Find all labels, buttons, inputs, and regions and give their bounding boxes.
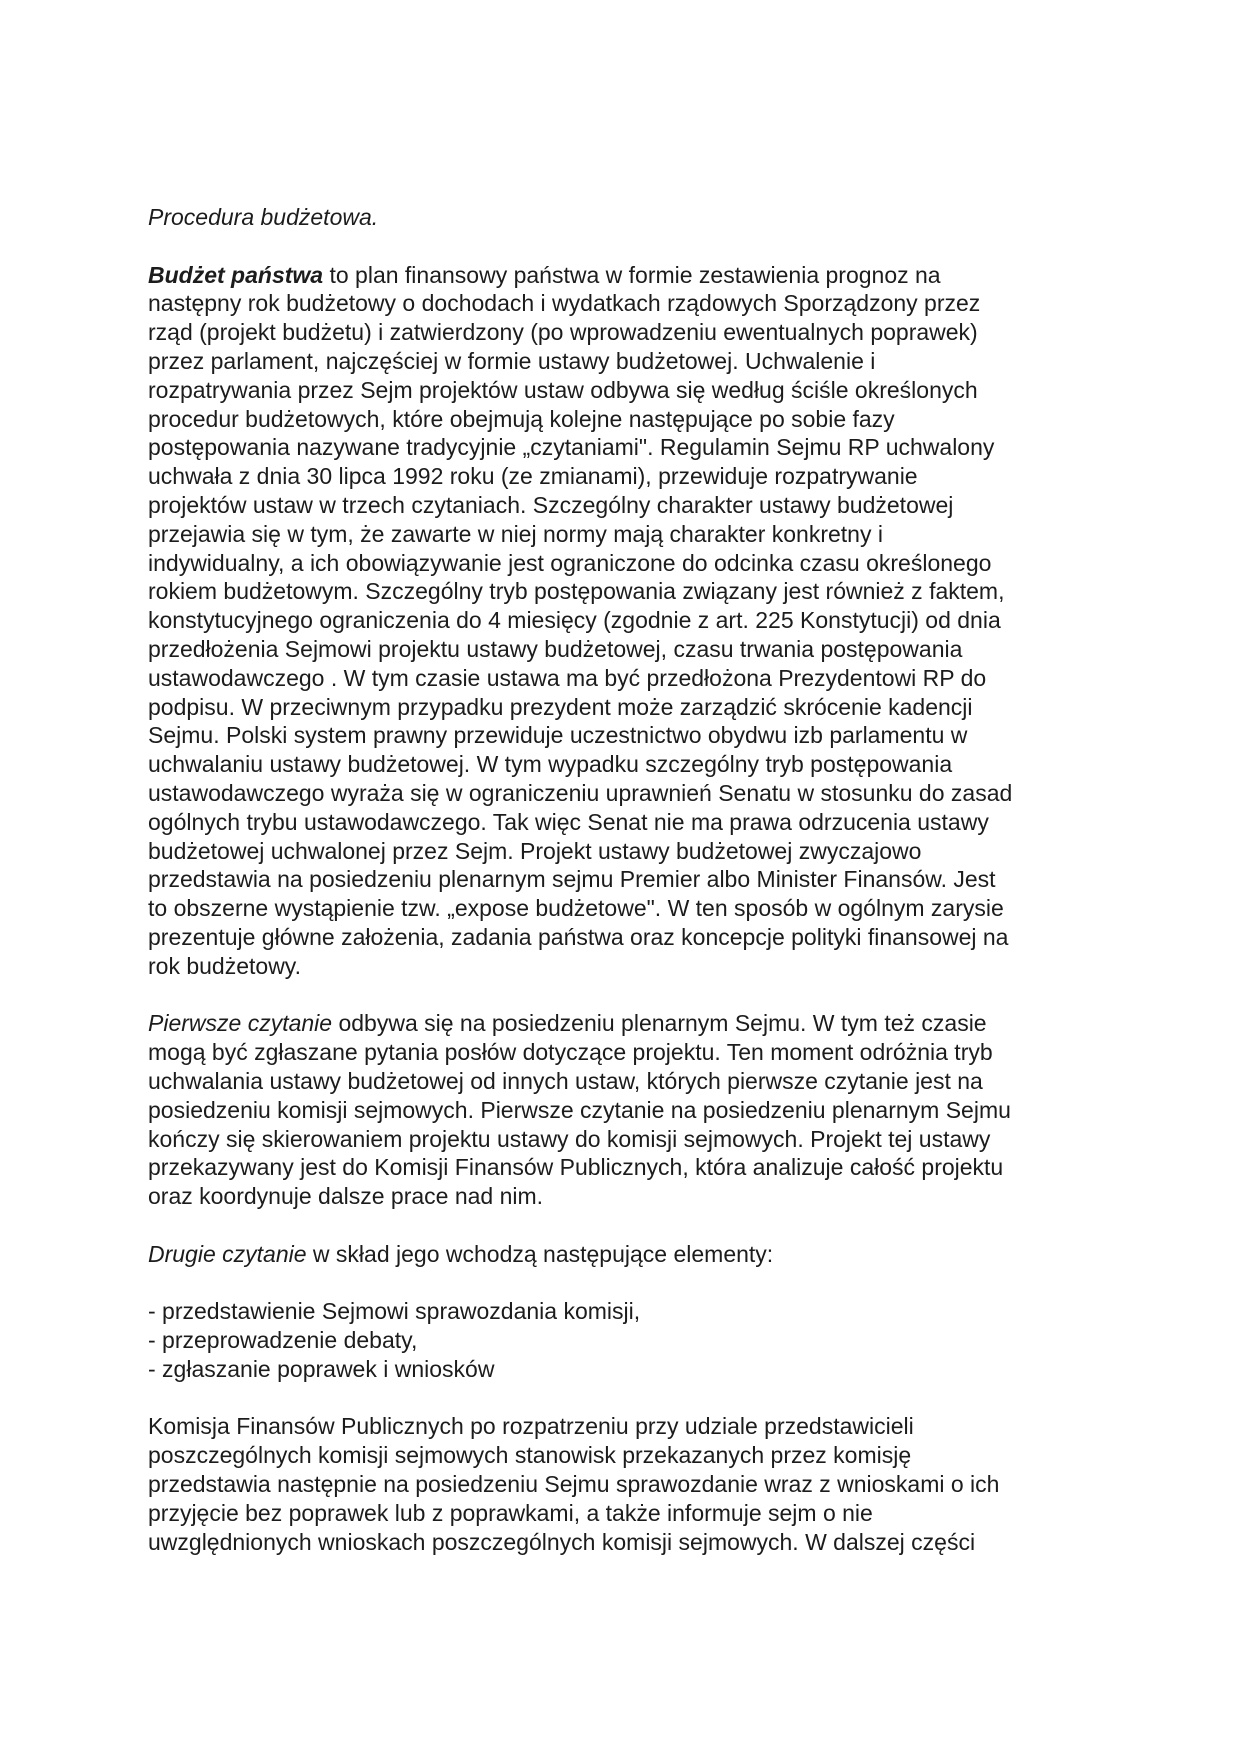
paragraph-line: przedstawia na posiedzeniu plenarnym sejmu Premier albo Minister Finansów. Jest	[148, 866, 996, 893]
paragraph-line: oraz koordynuje dalsze prace nad nim.	[148, 1183, 544, 1210]
document-page	[148, 203, 1098, 1556]
paragraph-line: rokiem budżetowym. Szczególny tryb postępowania związany jest również z faktem,	[148, 578, 1005, 605]
paragraph-line: posiedzeniu komisji sejmowych. Pierwsze czytanie na posiedzeniu plenarnym Sejmu	[148, 1096, 1011, 1123]
paragraph-line: uchwała z dnia 30 lipca 1992 roku (ze zmianami), przewiduje rozpatrywanie	[148, 463, 918, 490]
paragraph-line: przyjęcie bez poprawek lub z poprawkami, a także informuje sejm o nie	[148, 1499, 873, 1526]
paragraph-line: kończy się skierowaniem projektu ustawy do komisji sejmowych. Projekt tej ustawy	[148, 1125, 991, 1152]
term-drugie-czytanie: Drugie czytanie	[148, 1240, 307, 1267]
paragraph-line: Budżet państwa to plan finansowy państwa w formie zestawienia prognoz na	[148, 261, 941, 288]
paragraph-line: przekazywany jest do Komisji Finansów Publicznych, która analizuje całość projektu	[148, 1154, 1004, 1181]
paragraph-line: poszczególnych komisji sejmowych stanowisk przekazanych przez komisję	[148, 1442, 912, 1469]
paragraph-line: Sejmu. Polski system prawny przewiduje uczestnictwo obydwu izb parlamentu w	[148, 722, 968, 749]
paragraph-pierwsze-czytanie	[148, 1009, 1098, 1211]
term-budzet-panstwa: Budżet państwa	[148, 261, 324, 288]
paragraph-line: konstytucyjnego ograniczenia do 4 miesięcy (zgodnie z art. 225 Konstytucji) od dnia	[148, 607, 1001, 634]
list-item: - przeprowadzenie debaty,	[148, 1327, 418, 1354]
paragraph-line: procedur budżetowych, które obejmują kolejne następujące po sobie fazy	[148, 405, 895, 432]
term-pierwsze-czytanie: Pierwsze czytanie	[148, 1010, 333, 1037]
paragraph-line: budżetowej uchwalonej przez Sejm. Projekt ustawy budżetowej zwyczajowo	[148, 837, 922, 864]
paragraph-line: uchwalania ustawy budżetowej od innych ustaw, których pierwsze czytanie jest na	[148, 1067, 983, 1094]
paragraph-line: rok budżetowy.	[148, 952, 301, 979]
paragraph-line: rząd (projekt budżetu) i zatwierdzony (po wprowadzeniu ewentualnych poprawek)	[148, 319, 978, 346]
paragraph-line: przedstawia następnie na posiedzeniu Sejmu sprawozdanie wraz z wnioskami o ich	[148, 1471, 1000, 1498]
paragraph-line: postępowania nazywane tradycyjnie „czytaniami". Regulamin Sejmu RP uchwalony	[148, 434, 995, 461]
paragraph-line: Pierwsze czytanie odbywa się na posiedzeniu plenarnym Sejmu. W tym też czasie	[148, 1010, 987, 1037]
paragraph-line: Drugie czytanie w skład jego wchodzą następujące elementy:	[148, 1240, 774, 1267]
list-item: - zgłaszanie poprawek i wniosków	[148, 1355, 495, 1382]
document-title: Procedura budżetowa.	[148, 204, 379, 230]
paragraph-line: przedłożenia Sejmowi projektu ustawy budżetowej, czasu trwania postępowania	[148, 635, 963, 662]
paragraph-line: indywidualny, a ich obowiązywanie jest ograniczone do odcinka czasu określonego	[148, 549, 992, 576]
elements-list	[148, 1297, 1098, 1383]
paragraph-line: ustawodawczego . W tym czasie ustawa ma być przedłożona Prezydentowi RP do	[148, 664, 987, 691]
paragraph-line: przez parlament, najczęściej w formie ustawy budżetowej. Uchwalenie i	[148, 347, 876, 374]
paragraph-line: projektów ustaw w trzech czytaniach. Szczególny charakter ustawy budżetowej	[148, 491, 954, 518]
paragraph-line: mogą być zgłaszane pytania posłów dotyczące projektu. Ten moment odróżnia tryb	[148, 1039, 993, 1066]
paragraph-line: uchwalaniu ustawy budżetowej. W tym wypadku szczególny tryb postępowania	[148, 751, 953, 778]
paragraph-drugie-czytanie	[148, 1240, 1098, 1269]
paragraph-line: rozpatrywania przez Sejm projektów ustaw odbywa się według ściśle określonych	[148, 376, 978, 403]
paragraph-line: przejawia się w tym, że zawarte w niej normy mają charakter konkretny i	[148, 520, 883, 547]
paragraph-line: podpisu. W przeciwnym przypadku prezydent może zarządzić skrócenie kadencji	[148, 693, 973, 720]
paragraph-line: ustawodawczego wyraża się w ograniczeniu uprawnień Senatu w stosunku do zasad	[148, 779, 1013, 806]
paragraph-line: to obszerne wystąpienie tzw. „expose budżetowe". W ten sposób w ogólnym zarysie	[148, 895, 1004, 922]
paragraph-line: Komisja Finansów Publicznych po rozpatrzeniu przy udziale przedstawicieli	[148, 1413, 914, 1440]
paragraph-line: prezentuje główne założenia, zadania państwa oraz koncepcje polityki finansowej na	[148, 923, 1009, 950]
list-item: - przedstawienie Sejmowi sprawozdania komisji,	[148, 1298, 641, 1325]
paragraph-line: następny rok budżetowy o dochodach i wydatkach rządowych Sporządzony przez	[148, 290, 981, 317]
paragraph-budzet-panstwa	[148, 261, 1098, 981]
paragraph-line: ogólnych trybu ustawodawczego. Tak więc Senat nie ma prawa odrzucenia ustawy	[148, 808, 989, 835]
paragraph-komisja	[148, 1412, 1098, 1556]
paragraph-line: uwzględnionych wnioskach poszczególnych komisji sejmowych. W dalszej części	[148, 1528, 976, 1555]
